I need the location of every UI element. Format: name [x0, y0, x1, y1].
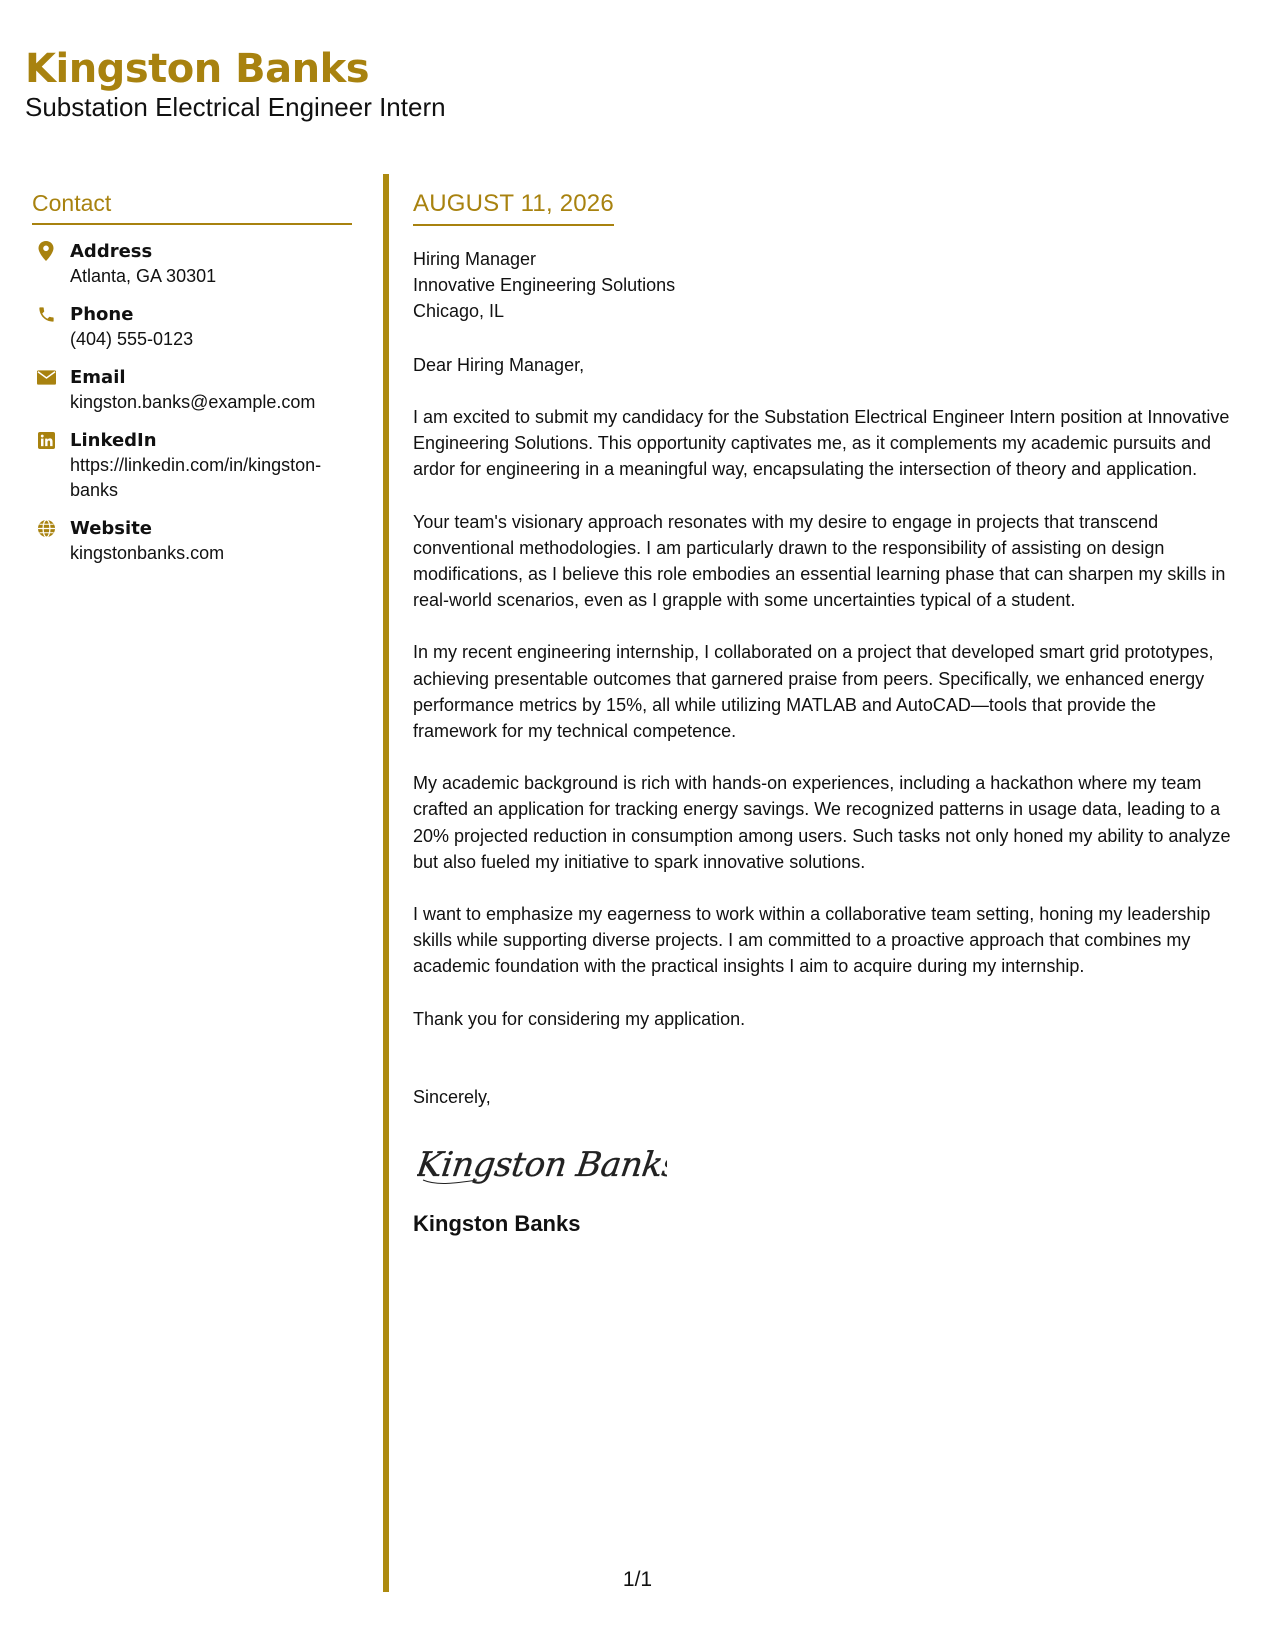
contact-value-phone: (404) 555-0123 — [70, 329, 194, 349]
letter-date: AUGUST 11, 2026 — [413, 190, 614, 226]
applicant-name: Kingston Banks — [25, 46, 369, 92]
contact-value-website[interactable]: kingstonbanks.com — [70, 543, 225, 563]
page-number: 1/1 — [622, 1568, 653, 1591]
contact-value-email[interactable]: kingston.banks@example.com — [70, 392, 316, 412]
contact-item-linkedin — [32, 428, 352, 503]
recipient-line-3: Chicago, IL — [413, 301, 505, 321]
phone-icon — [34, 302, 58, 326]
contact-label-email: Email — [70, 367, 126, 388]
contact-heading: Contact — [32, 190, 352, 225]
salutation: Dear Hiring Manager, — [413, 355, 585, 375]
contact-item-email — [32, 365, 352, 415]
contact-label-phone: Phone — [70, 304, 134, 325]
paragraph-5: I want to emphasize my eagerness to work within a collaborative team setting, honing my leadership skills while supporting diverse projects. I am committed to a proactive approach that combines my academic foundation with the practical insights I aim to acquire during my internship. — [413, 904, 1211, 977]
contact-sidebar — [32, 190, 352, 579]
paragraph-6: Thank you for considering my application. — [413, 1008, 746, 1029]
paragraph-1: I am excited to submit my candidacy for the Substation Electrical Engineer Intern position at Innovative Engineering Solutions. This opportunity captivates me, as it complements my academic pursuits and ardor for engineering in a meaningful way, encapsulating the intersection of theory and application. — [413, 407, 1230, 480]
handwritten-signature — [417, 1136, 1243, 1192]
contact-label-linkedin: LinkedIn — [70, 430, 157, 451]
signed-name: Kingston Banks — [413, 1210, 581, 1236]
signature-text: Kingston Banks — [417, 1145, 667, 1185]
contact-item-website — [32, 516, 352, 566]
contact-value-linkedin[interactable]: https://linkedin.com/in/kingston-banks — [70, 455, 322, 500]
letter-body — [413, 190, 1243, 1238]
vertical-divider — [383, 174, 389, 1592]
closing: Sincerely, — [413, 1086, 491, 1107]
applicant-title: Substation Electrical Engineer Intern — [25, 92, 446, 122]
globe-icon — [34, 516, 58, 540]
header — [25, 46, 446, 123]
linkedin-icon — [34, 428, 58, 452]
contact-item-address — [32, 239, 352, 289]
paragraph-4: My academic background is rich with hands-on experiences, including a hackathon where my team crafted an application for tracking energy savings. We recognized patterns in usage data, leading to a 20% projected reduction in consumption among users. Such tasks not only honed my ability to analyze but also fueled my initiative to spark innovative solutions. — [413, 773, 1231, 872]
contact-value-address: Atlanta, GA 30301 — [70, 266, 217, 286]
contact-label-address: Address — [70, 241, 153, 262]
paragraph-2: Your team's visionary approach resonates with my desire to engage in projects that transcend conventional methodologies. I am particularly drawn to the responsibility of assisting on design modifications, as I believe this role embodies an essential learning phase that can sharpen my skills in real-world scenarios, even as I grapple with some uncertainties typical of a student. — [413, 511, 1226, 611]
location-pin-icon — [34, 239, 58, 263]
recipient-block — [413, 246, 1243, 324]
contact-item-phone — [32, 302, 352, 352]
envelope-icon — [34, 365, 58, 389]
contact-label-website: Website — [70, 518, 153, 539]
recipient-line-1: Hiring Manager — [413, 249, 537, 269]
recipient-line-2: Innovative Engineering Solutions — [413, 275, 676, 295]
paragraph-3: In my recent engineering internship, I collaborated on a project that developed smart grid prototypes, achieving presentable outcomes that garnered praise from peers. Specifically, we enhanced energy performance metrics by 15%, all while utilizing MATLAB and AutoCAD—tools that provide the framework for my technical competence. — [413, 642, 1214, 742]
